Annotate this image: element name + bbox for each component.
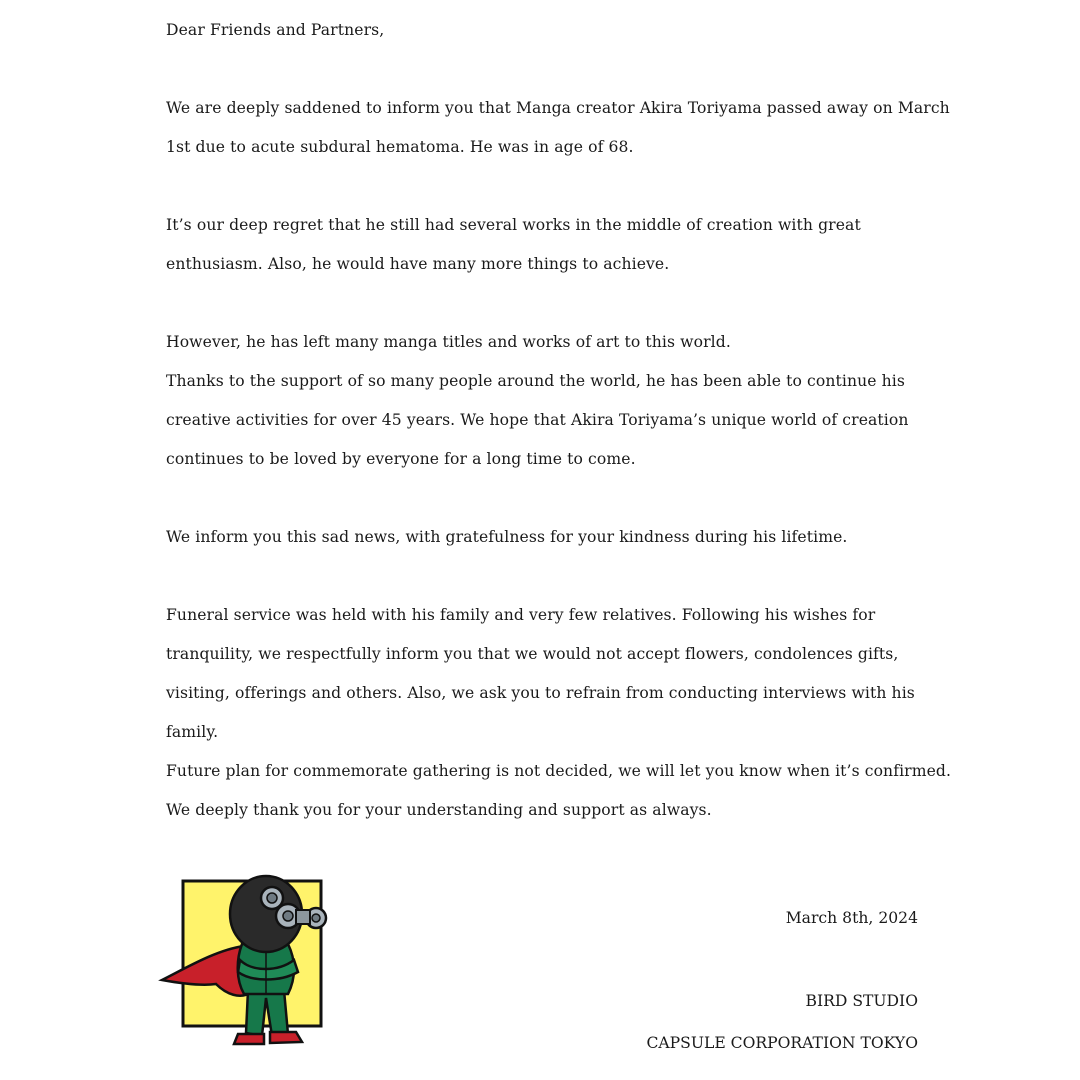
paragraph-line: However, he has left many manga titles and works of art to this world. — [166, 333, 731, 351]
paragraph-line: Future plan for commemorate gathering is not decided, we will let you know when it’s confirmed. — [166, 762, 952, 780]
mascot-shoes — [234, 1032, 302, 1044]
paragraph-line: We are deeply saddened to inform you that Manga creator Akira Toriyama passed away on March — [166, 99, 950, 117]
paragraph-line: Funeral service was held with his family and very few relatives. Following his wishes for — [166, 606, 876, 624]
paragraph-line: We deeply thank you for your understanding and support as always. — [166, 801, 712, 819]
paragraph-line: family. — [166, 723, 219, 741]
letter-body — [166, 11, 952, 830]
salutation: Dear Friends and Partners, — [166, 21, 385, 39]
paragraph-line: It’s our deep regret that he still had several works in the middle of creation with great — [166, 216, 861, 234]
paragraph-line: enthusiasm. Also, he would have many more things to achieve. — [166, 255, 670, 273]
robot-mascot-illustration — [156, 868, 336, 1058]
paragraph-line: tranquility, we respectfully inform you that we would not accept flowers, condolences gifts, — [166, 645, 899, 663]
signature-bird-studio: BIRD STUDIO — [805, 992, 918, 1010]
paragraph-line: Thanks to the support of so many people around the world, he has been able to continue his — [166, 372, 905, 390]
letter-date: March 8th, 2024 — [785, 909, 918, 927]
paragraph-line: continues to be loved by everyone for a long time to come. — [166, 450, 636, 468]
paragraph-line: 1st due to acute subdural hematoma. He was in age of 68. — [166, 138, 634, 156]
signature-capsule-corporation: CAPSULE CORPORATION TOKYO — [646, 1034, 918, 1052]
paragraph-line: visiting, offerings and others. Also, we ask you to refrain from conducting interviews with his — [166, 684, 915, 702]
paragraph-line: We inform you this sad news, with gratefulness for your kindness during his lifetime. — [166, 528, 848, 546]
paragraph-line: creative activities for over 45 years. We hope that Akira Toriyama’s unique world of creation — [166, 411, 909, 429]
